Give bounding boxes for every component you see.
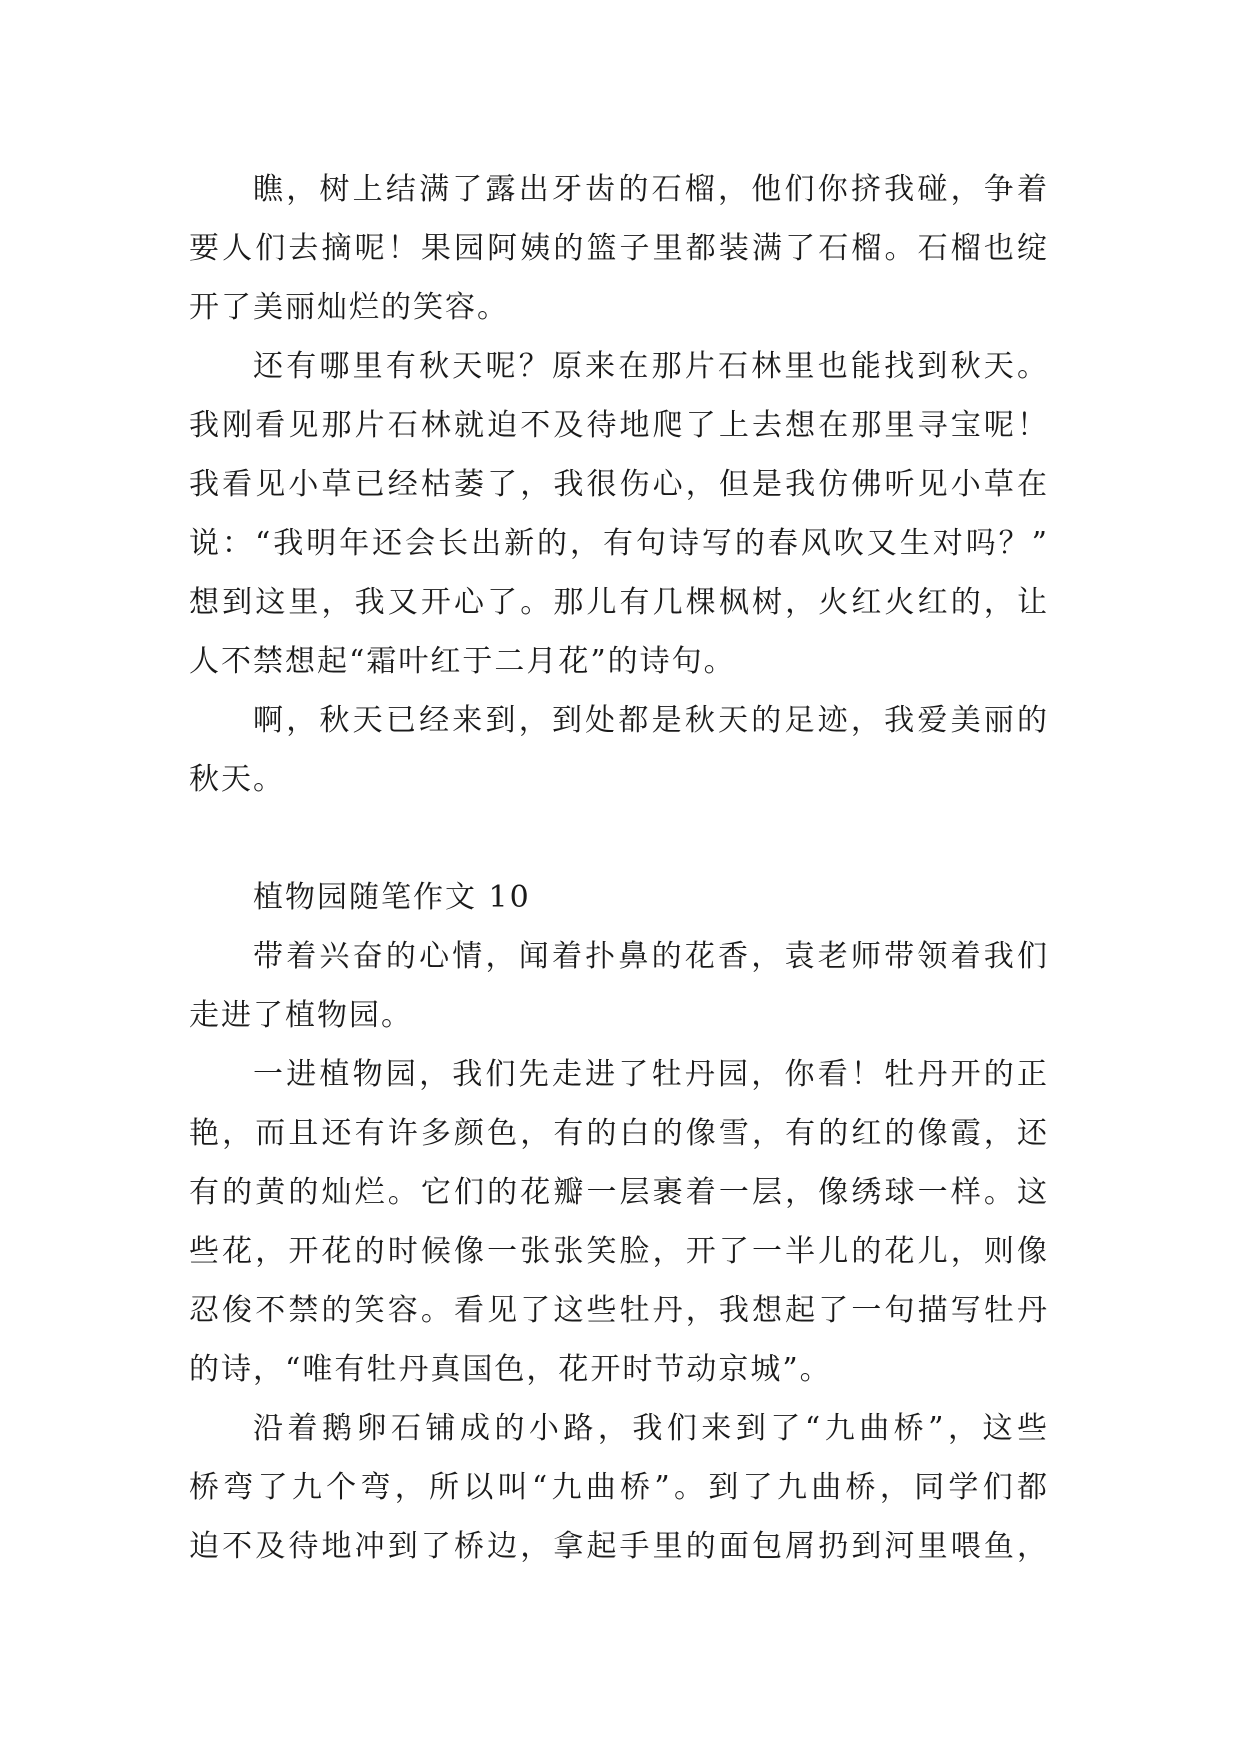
section-title: 植物园随笔作文 10 <box>253 880 531 915</box>
text-line: 说：“我明年还会长出新的，有句诗写的春风吹又生对吗？” <box>189 526 1049 561</box>
text-line: 走进了植物园。 <box>189 998 413 1033</box>
text-line: 忍俊不禁的笑容。看见了这些牡丹，我想起了一句描写牡丹 <box>189 1293 1049 1328</box>
text-line: 些花，开花的时候像一张张笑脸，开了一半儿的花儿，则像 <box>189 1234 1049 1269</box>
paragraph-3 <box>189 691 1049 809</box>
document-page <box>189 160 1049 1576</box>
text-line: 啊，秋天已经来到，到处都是秋天的足迹，我爱美丽的 <box>253 703 1049 738</box>
text-line: 艳，而且还有许多颜色，有的白的像雪，有的红的像霞，还 <box>189 1116 1049 1151</box>
text-line: 有的黄的灿烂。它们的花瓣一层裹着一层，像绣球一样。这 <box>189 1175 1049 1210</box>
text-line: 瞧，树上结满了露出牙齿的石榴，他们你挤我碰，争着 <box>253 172 1049 207</box>
text-line: 一进植物园，我们先走进了牡丹园，你看！牡丹开的正 <box>253 1057 1049 1092</box>
text-line: 秋天。 <box>189 762 285 797</box>
text-line: 我看见小草已经枯萎了，我很伤心，但是我仿佛听见小草在 <box>189 467 1049 502</box>
section-paragraph-3 <box>189 1399 1049 1576</box>
text-line: 迫不及待地冲到了桥边，拿起手里的面包屑扔到河里喂鱼， <box>189 1529 1049 1564</box>
text-line: 想到这里，我又开心了。那儿有几棵枫树，火红火红的，让 <box>189 585 1049 620</box>
section-paragraph-1 <box>189 927 1049 1045</box>
section-paragraph-2 <box>189 1045 1049 1399</box>
text-line: 人不禁想起“霜叶红于二月花”的诗句。 <box>189 644 736 679</box>
paragraph-2 <box>189 337 1049 691</box>
text-line: 桥弯了九个弯，所以叫“九曲桥”。到了九曲桥，同学们都 <box>189 1470 1049 1505</box>
text-line: 的诗，“唯有牡丹真国色，花开时节动京城”。 <box>189 1352 832 1387</box>
text-line: 还有哪里有秋天呢？原来在那片石林里也能找到秋天。 <box>253 349 1049 384</box>
paragraph-spacer <box>189 809 1049 868</box>
paragraph-1 <box>189 160 1049 337</box>
text-line: 沿着鹅卵石铺成的小路，我们来到了“九曲桥”，这些 <box>253 1411 1049 1446</box>
text-line: 我刚看见那片石林就迫不及待地爬了上去想在那里寻宝呢！ <box>189 408 1049 443</box>
text-line: 带着兴奋的心情，闻着扑鼻的花香，袁老师带领着我们 <box>253 939 1049 974</box>
text-line: 要人们去摘呢！果园阿姨的篮子里都装满了石榴。石榴也绽 <box>189 231 1049 266</box>
text-line: 开了美丽灿烂的笑容。 <box>189 290 509 325</box>
